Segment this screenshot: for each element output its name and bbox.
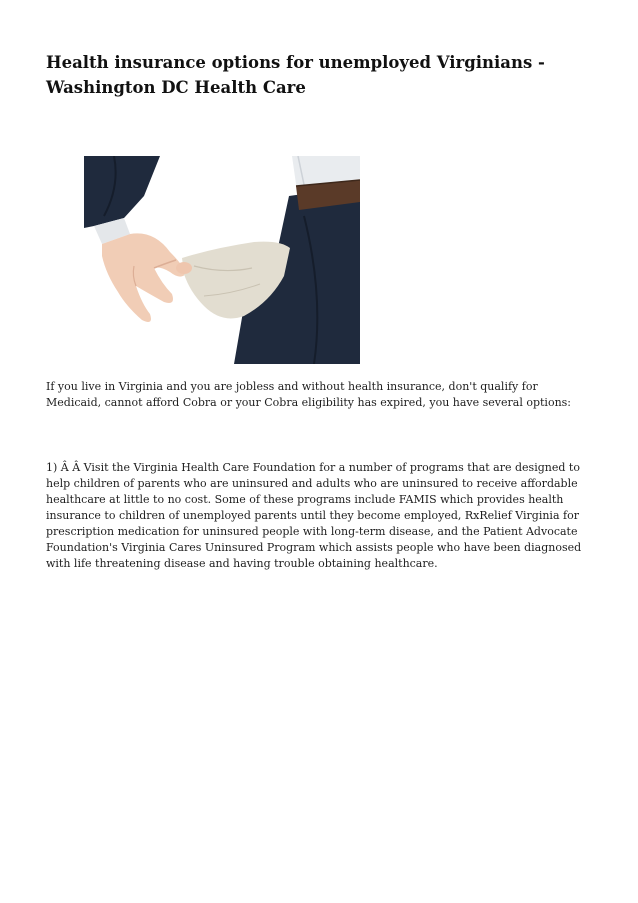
empty-pocket-photo xyxy=(84,156,360,364)
page-title: Health insurance options for unemployed Virginians - Washington DC Health Care xyxy=(46,53,545,97)
intro-paragraph: If you live in Virginia and you are jobless and without health insurance, don't qualify for Medicaid, cannot afford Cobra or your Cobra eligibility has expired, you have several options: xyxy=(46,380,572,409)
empty-pocket-illustration xyxy=(84,156,360,364)
option-1-paragraph: 1) Â Â Visit the Virginia Health Care Foundation for a number of programs that are designed to help children of parents who are uninsured and adults who are uninsured to receive affordable healthcare at little to no cost. Some of these programs include FAMIS which provides health insurance to children of unemployed parents until they become employed, RxRelief Virginia for prescription medication for uninsured people with long-term disease, and the Patient Advocate Foundation's Virginia Cares Uninsured Program which assists people who have been diagnosed with life threatening disease and having trouble obtaining healthcare. xyxy=(46,461,582,570)
